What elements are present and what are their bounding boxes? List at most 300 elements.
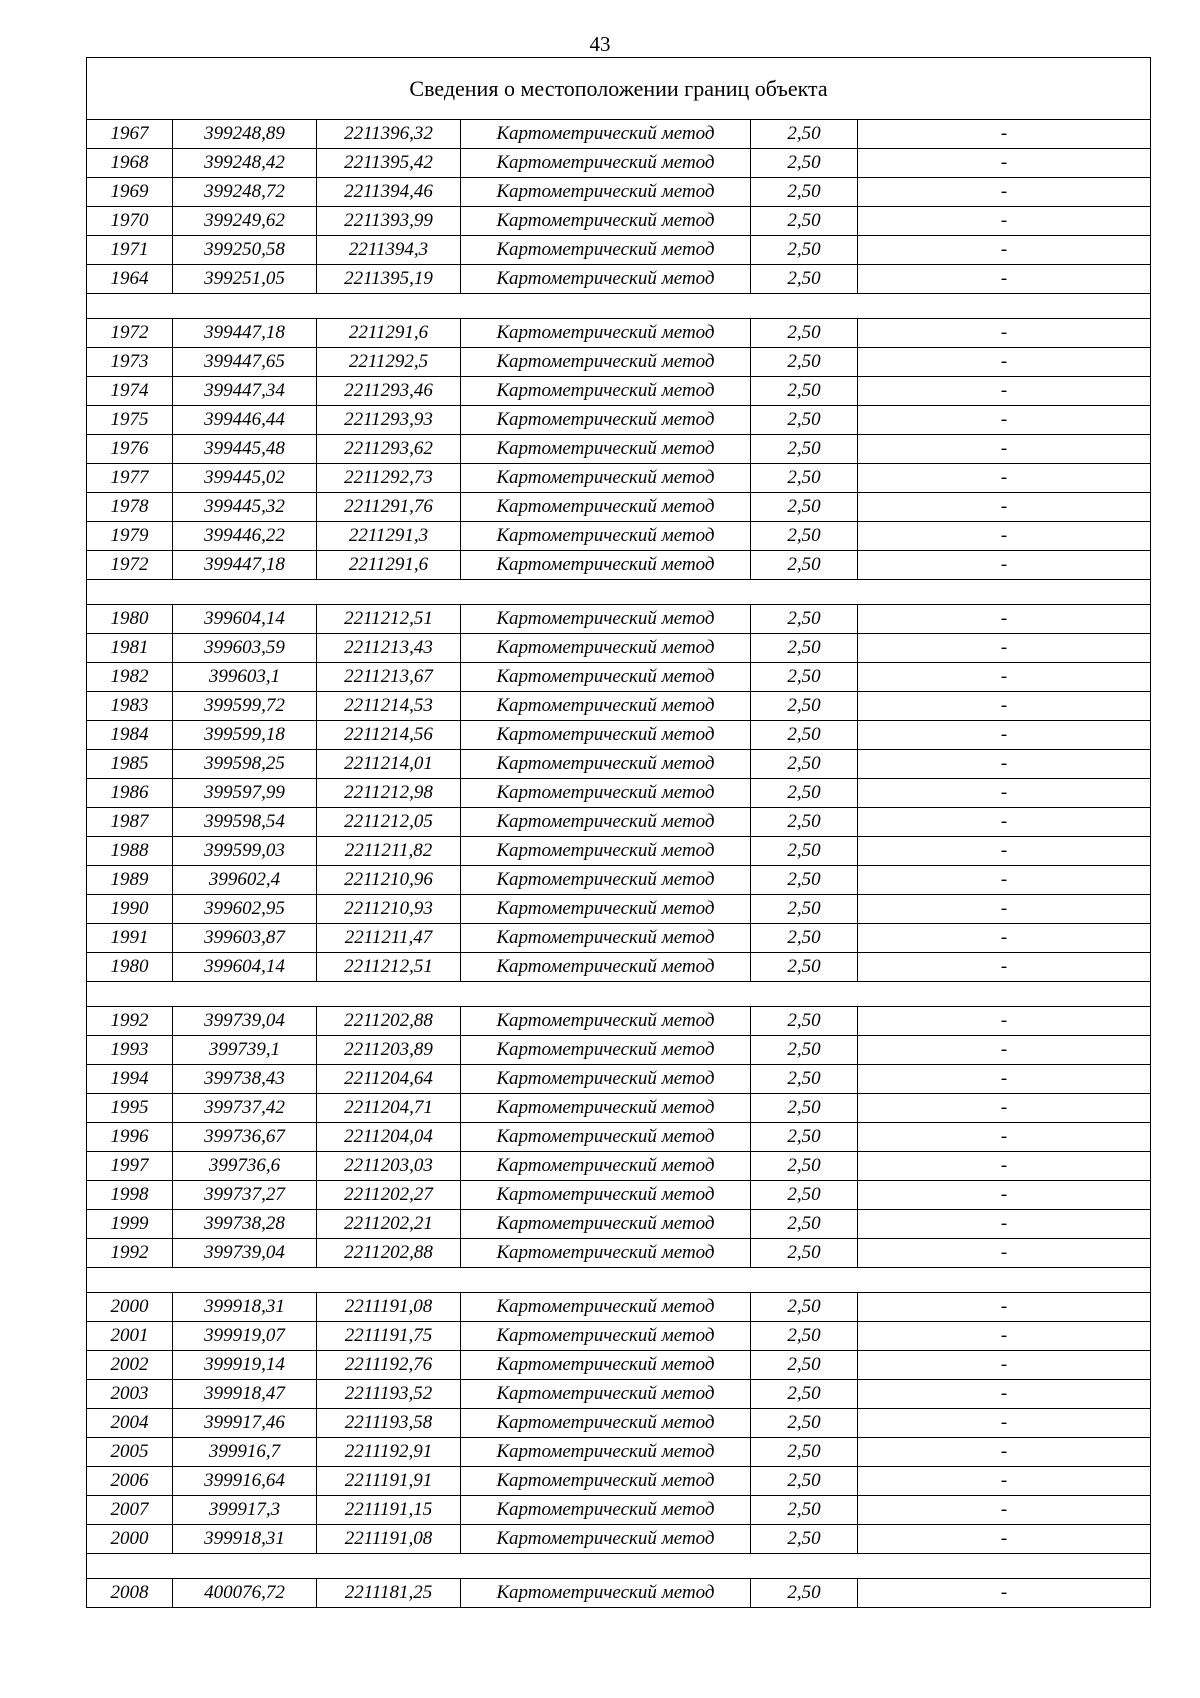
description-cell: - <box>858 120 1151 149</box>
table-row <box>87 435 1151 464</box>
boundary-coordinates-table <box>86 57 1151 1608</box>
method-cell: Картометрический метод <box>461 1322 751 1351</box>
table-row <box>87 837 1151 866</box>
table-row <box>87 377 1151 406</box>
point-number-cell: 2007 <box>87 1496 173 1525</box>
y-coordinate-cell: 2211291,6 <box>317 551 461 580</box>
method-cell: Картометрический метод <box>461 1123 751 1152</box>
table-row <box>87 348 1151 377</box>
method-cell: Картометрический метод <box>461 1036 751 1065</box>
point-number-cell: 1983 <box>87 692 173 721</box>
method-cell: Картометрический метод <box>461 319 751 348</box>
point-number-cell: 1974 <box>87 377 173 406</box>
accuracy-cell: 2,50 <box>751 1293 858 1322</box>
description-cell: - <box>858 605 1151 634</box>
y-coordinate-cell: 2211293,93 <box>317 406 461 435</box>
x-coordinate-cell: 399445,02 <box>173 464 317 493</box>
x-coordinate-cell: 399917,3 <box>173 1496 317 1525</box>
method-cell: Картометрический метод <box>461 464 751 493</box>
method-cell: Картометрический метод <box>461 721 751 750</box>
x-coordinate-cell: 399738,28 <box>173 1210 317 1239</box>
point-number-cell: 1972 <box>87 319 173 348</box>
point-number-cell: 1997 <box>87 1152 173 1181</box>
description-cell: - <box>858 149 1151 178</box>
table-row <box>87 1065 1151 1094</box>
description-cell: - <box>858 1438 1151 1467</box>
accuracy-cell: 2,50 <box>751 1094 858 1123</box>
x-coordinate-cell: 399599,72 <box>173 692 317 721</box>
x-coordinate-cell: 399248,42 <box>173 149 317 178</box>
table-row <box>87 1007 1151 1036</box>
description-cell: - <box>858 435 1151 464</box>
point-number-cell: 1984 <box>87 721 173 750</box>
y-coordinate-cell: 2211202,88 <box>317 1007 461 1036</box>
accuracy-cell: 2,50 <box>751 1322 858 1351</box>
point-number-cell: 1987 <box>87 808 173 837</box>
point-number-cell: 1992 <box>87 1007 173 1036</box>
description-cell: - <box>858 1322 1151 1351</box>
table-row <box>87 1123 1151 1152</box>
accuracy-cell: 2,50 <box>751 236 858 265</box>
description-cell: - <box>858 1123 1151 1152</box>
accuracy-cell: 2,50 <box>751 319 858 348</box>
y-coordinate-cell: 2211395,42 <box>317 149 461 178</box>
table-row <box>87 236 1151 265</box>
accuracy-cell: 2,50 <box>751 924 858 953</box>
description-cell: - <box>858 348 1151 377</box>
description-cell: - <box>858 1293 1151 1322</box>
x-coordinate-cell: 399447,18 <box>173 551 317 580</box>
description-cell: - <box>858 721 1151 750</box>
table-row <box>87 1322 1151 1351</box>
page-number: 43 <box>589 32 611 56</box>
accuracy-cell: 2,50 <box>751 1239 858 1268</box>
point-number-cell: 1977 <box>87 464 173 493</box>
description-cell: - <box>858 1152 1151 1181</box>
y-coordinate-cell: 2211202,88 <box>317 1239 461 1268</box>
table-row <box>87 1293 1151 1322</box>
accuracy-cell: 2,50 <box>751 1438 858 1467</box>
point-number-cell: 2006 <box>87 1467 173 1496</box>
point-number-cell: 1969 <box>87 178 173 207</box>
group-separator-cell <box>87 1554 1151 1579</box>
description-cell: - <box>858 1210 1151 1239</box>
x-coordinate-cell: 399599,03 <box>173 837 317 866</box>
point-number-cell: 1991 <box>87 924 173 953</box>
point-number-cell: 2002 <box>87 1351 173 1380</box>
accuracy-cell: 2,50 <box>751 1065 858 1094</box>
table-row <box>87 953 1151 982</box>
x-coordinate-cell: 399447,34 <box>173 377 317 406</box>
description-cell: - <box>858 750 1151 779</box>
accuracy-cell: 2,50 <box>751 406 858 435</box>
method-cell: Картометрический метод <box>461 866 751 895</box>
description-cell: - <box>858 895 1151 924</box>
point-number-cell: 2003 <box>87 1380 173 1409</box>
x-coordinate-cell: 399918,47 <box>173 1380 317 1409</box>
description-cell: - <box>858 1351 1151 1380</box>
table-row <box>87 1380 1151 1409</box>
x-coordinate-cell: 399919,07 <box>173 1322 317 1351</box>
method-cell: Картометрический метод <box>461 1409 751 1438</box>
y-coordinate-cell: 2211210,96 <box>317 866 461 895</box>
accuracy-cell: 2,50 <box>751 866 858 895</box>
table-row <box>87 605 1151 634</box>
description-cell: - <box>858 924 1151 953</box>
accuracy-cell: 2,50 <box>751 750 858 779</box>
table-row <box>87 1351 1151 1380</box>
x-coordinate-cell: 399604,14 <box>173 605 317 634</box>
method-cell: Картометрический метод <box>461 1239 751 1268</box>
table-header-row <box>87 58 1151 120</box>
point-number-cell: 1996 <box>87 1123 173 1152</box>
accuracy-cell: 2,50 <box>751 149 858 178</box>
description-cell: - <box>858 178 1151 207</box>
accuracy-cell: 2,50 <box>751 1036 858 1065</box>
method-cell: Картометрический метод <box>461 1152 751 1181</box>
y-coordinate-cell: 2211291,3 <box>317 522 461 551</box>
table-row <box>87 750 1151 779</box>
y-coordinate-cell: 2211192,91 <box>317 1438 461 1467</box>
method-cell: Картометрический метод <box>461 435 751 464</box>
y-coordinate-cell: 2211203,03 <box>317 1152 461 1181</box>
point-number-cell: 1967 <box>87 120 173 149</box>
group-separator-cell <box>87 580 1151 605</box>
accuracy-cell: 2,50 <box>751 435 858 464</box>
accuracy-cell: 2,50 <box>751 837 858 866</box>
y-coordinate-cell: 2211293,62 <box>317 435 461 464</box>
accuracy-cell: 2,50 <box>751 1007 858 1036</box>
method-cell: Картометрический метод <box>461 1210 751 1239</box>
method-cell: Картометрический метод <box>461 207 751 236</box>
x-coordinate-cell: 399446,22 <box>173 522 317 551</box>
x-coordinate-cell: 399249,62 <box>173 207 317 236</box>
table-row <box>87 1496 1151 1525</box>
x-coordinate-cell: 399739,04 <box>173 1007 317 1036</box>
method-cell: Картометрический метод <box>461 1496 751 1525</box>
method-cell: Картометрический метод <box>461 953 751 982</box>
method-cell: Картометрический метод <box>461 663 751 692</box>
point-number-cell: 1998 <box>87 1181 173 1210</box>
accuracy-cell: 2,50 <box>751 895 858 924</box>
method-cell: Картометрический метод <box>461 1065 751 1094</box>
accuracy-cell: 2,50 <box>751 551 858 580</box>
point-number-cell: 1990 <box>87 895 173 924</box>
accuracy-cell: 2,50 <box>751 207 858 236</box>
point-number-cell: 1970 <box>87 207 173 236</box>
y-coordinate-cell: 2211214,56 <box>317 721 461 750</box>
y-coordinate-cell: 2211181,25 <box>317 1579 461 1608</box>
point-number-cell: 1971 <box>87 236 173 265</box>
table-row <box>87 1579 1151 1608</box>
y-coordinate-cell: 2211395,19 <box>317 265 461 294</box>
description-cell: - <box>858 779 1151 808</box>
accuracy-cell: 2,50 <box>751 348 858 377</box>
description-cell: - <box>858 464 1151 493</box>
y-coordinate-cell: 2211396,32 <box>317 120 461 149</box>
method-cell: Картометрический метод <box>461 605 751 634</box>
y-coordinate-cell: 2211202,21 <box>317 1210 461 1239</box>
y-coordinate-cell: 2211211,47 <box>317 924 461 953</box>
x-coordinate-cell: 399736,67 <box>173 1123 317 1152</box>
accuracy-cell: 2,50 <box>751 1409 858 1438</box>
table-row <box>87 1036 1151 1065</box>
point-number-cell: 1981 <box>87 634 173 663</box>
x-coordinate-cell: 399446,44 <box>173 406 317 435</box>
accuracy-cell: 2,50 <box>751 522 858 551</box>
description-cell: - <box>858 663 1151 692</box>
accuracy-cell: 2,50 <box>751 808 858 837</box>
point-number-cell: 1976 <box>87 435 173 464</box>
description-cell: - <box>858 1496 1151 1525</box>
table-row <box>87 634 1151 663</box>
point-number-cell: 1994 <box>87 1065 173 1094</box>
point-number-cell: 1982 <box>87 663 173 692</box>
table-row <box>87 522 1151 551</box>
table-row <box>87 1438 1151 1467</box>
y-coordinate-cell: 2211394,46 <box>317 178 461 207</box>
x-coordinate-cell: 399918,31 <box>173 1525 317 1554</box>
description-cell: - <box>858 319 1151 348</box>
y-coordinate-cell: 2211192,76 <box>317 1351 461 1380</box>
y-coordinate-cell: 2211213,67 <box>317 663 461 692</box>
description-cell: - <box>858 1094 1151 1123</box>
table-row <box>87 1525 1151 1554</box>
description-cell: - <box>858 1036 1151 1065</box>
method-cell: Картометрический метод <box>461 692 751 721</box>
method-cell: Картометрический метод <box>461 924 751 953</box>
accuracy-cell: 2,50 <box>751 1467 858 1496</box>
y-coordinate-cell: 2211212,51 <box>317 953 461 982</box>
table-row <box>87 1094 1151 1123</box>
point-number-cell: 1973 <box>87 348 173 377</box>
accuracy-cell: 2,50 <box>751 377 858 406</box>
method-cell: Картометрический метод <box>461 750 751 779</box>
x-coordinate-cell: 399598,54 <box>173 808 317 837</box>
y-coordinate-cell: 2211191,91 <box>317 1467 461 1496</box>
table-row <box>87 406 1151 435</box>
x-coordinate-cell: 399739,1 <box>173 1036 317 1065</box>
x-coordinate-cell: 399445,48 <box>173 435 317 464</box>
x-coordinate-cell: 399738,43 <box>173 1065 317 1094</box>
x-coordinate-cell: 399737,42 <box>173 1094 317 1123</box>
y-coordinate-cell: 2211204,64 <box>317 1065 461 1094</box>
y-coordinate-cell: 2211211,82 <box>317 837 461 866</box>
description-cell: - <box>858 1409 1151 1438</box>
table-row <box>87 464 1151 493</box>
x-coordinate-cell: 399918,31 <box>173 1293 317 1322</box>
x-coordinate-cell: 399597,99 <box>173 779 317 808</box>
method-cell: Картометрический метод <box>461 178 751 207</box>
y-coordinate-cell: 2211193,58 <box>317 1409 461 1438</box>
y-coordinate-cell: 2211191,15 <box>317 1496 461 1525</box>
y-coordinate-cell: 2211291,76 <box>317 493 461 522</box>
point-number-cell: 1995 <box>87 1094 173 1123</box>
accuracy-cell: 2,50 <box>751 178 858 207</box>
table-row <box>87 692 1151 721</box>
table-row <box>87 493 1151 522</box>
x-coordinate-cell: 399919,14 <box>173 1351 317 1380</box>
x-coordinate-cell: 399916,64 <box>173 1467 317 1496</box>
x-coordinate-cell: 399248,89 <box>173 120 317 149</box>
method-cell: Картометрический метод <box>461 1007 751 1036</box>
y-coordinate-cell: 2211293,46 <box>317 377 461 406</box>
point-number-cell: 2001 <box>87 1322 173 1351</box>
y-coordinate-cell: 2211292,73 <box>317 464 461 493</box>
point-number-cell: 1993 <box>87 1036 173 1065</box>
description-cell: - <box>858 634 1151 663</box>
point-number-cell: 1988 <box>87 837 173 866</box>
table-row <box>87 207 1151 236</box>
point-number-cell: 1968 <box>87 149 173 178</box>
method-cell: Картометрический метод <box>461 236 751 265</box>
group-separator-row <box>87 580 1151 605</box>
method-cell: Картометрический метод <box>461 1181 751 1210</box>
point-number-cell: 2005 <box>87 1438 173 1467</box>
accuracy-cell: 2,50 <box>751 1380 858 1409</box>
description-cell: - <box>858 1579 1151 1608</box>
y-coordinate-cell: 2211212,05 <box>317 808 461 837</box>
y-coordinate-cell: 2211191,75 <box>317 1322 461 1351</box>
method-cell: Картометрический метод <box>461 522 751 551</box>
y-coordinate-cell: 2211213,43 <box>317 634 461 663</box>
accuracy-cell: 2,50 <box>751 265 858 294</box>
x-coordinate-cell: 399737,27 <box>173 1181 317 1210</box>
description-cell: - <box>858 837 1151 866</box>
description-cell: - <box>858 522 1151 551</box>
accuracy-cell: 2,50 <box>751 464 858 493</box>
accuracy-cell: 2,50 <box>751 634 858 663</box>
x-coordinate-cell: 399447,65 <box>173 348 317 377</box>
accuracy-cell: 2,50 <box>751 1210 858 1239</box>
accuracy-cell: 2,50 <box>751 1579 858 1608</box>
point-number-cell: 2008 <box>87 1579 173 1608</box>
table-row <box>87 721 1151 750</box>
table-row <box>87 1409 1151 1438</box>
point-number-cell: 1980 <box>87 605 173 634</box>
table-title: Сведения о местоположении границ объекта <box>87 58 1151 120</box>
description-cell: - <box>858 236 1151 265</box>
description-cell: - <box>858 1181 1151 1210</box>
table-row <box>87 319 1151 348</box>
y-coordinate-cell: 2211214,53 <box>317 692 461 721</box>
y-coordinate-cell: 2211212,98 <box>317 779 461 808</box>
table-row <box>87 1181 1151 1210</box>
x-coordinate-cell: 400076,72 <box>173 1579 317 1608</box>
method-cell: Картометрический метод <box>461 1351 751 1380</box>
table-row <box>87 178 1151 207</box>
y-coordinate-cell: 2211212,51 <box>317 605 461 634</box>
method-cell: Картометрический метод <box>461 1579 751 1608</box>
x-coordinate-cell: 399599,18 <box>173 721 317 750</box>
table-row <box>87 1239 1151 1268</box>
description-cell: - <box>858 1239 1151 1268</box>
accuracy-cell: 2,50 <box>751 953 858 982</box>
point-number-cell: 1964 <box>87 265 173 294</box>
accuracy-cell: 2,50 <box>751 1351 858 1380</box>
y-coordinate-cell: 2211193,52 <box>317 1380 461 1409</box>
description-cell: - <box>858 265 1151 294</box>
point-number-cell: 1975 <box>87 406 173 435</box>
x-coordinate-cell: 399736,6 <box>173 1152 317 1181</box>
description-cell: - <box>858 493 1151 522</box>
method-cell: Картометрический метод <box>461 808 751 837</box>
table-row <box>87 551 1151 580</box>
description-cell: - <box>858 1065 1151 1094</box>
x-coordinate-cell: 399248,72 <box>173 178 317 207</box>
x-coordinate-cell: 399603,59 <box>173 634 317 663</box>
x-coordinate-cell: 399445,32 <box>173 493 317 522</box>
point-number-cell: 2004 <box>87 1409 173 1438</box>
group-separator-cell <box>87 294 1151 319</box>
method-cell: Картометрический метод <box>461 265 751 294</box>
table-row <box>87 779 1151 808</box>
point-number-cell: 1972 <box>87 551 173 580</box>
y-coordinate-cell: 2211292,5 <box>317 348 461 377</box>
description-cell: - <box>858 1380 1151 1409</box>
method-cell: Картометрический метод <box>461 120 751 149</box>
table-body <box>87 58 1151 1608</box>
x-coordinate-cell: 399917,46 <box>173 1409 317 1438</box>
method-cell: Картометрический метод <box>461 1293 751 1322</box>
x-coordinate-cell: 399739,04 <box>173 1239 317 1268</box>
accuracy-cell: 2,50 <box>751 1181 858 1210</box>
description-cell: - <box>858 1007 1151 1036</box>
x-coordinate-cell: 399603,87 <box>173 924 317 953</box>
point-number-cell: 1989 <box>87 866 173 895</box>
y-coordinate-cell: 2211393,99 <box>317 207 461 236</box>
group-separator-row <box>87 294 1151 319</box>
description-cell: - <box>858 406 1151 435</box>
method-cell: Картометрический метод <box>461 551 751 580</box>
table-row <box>87 265 1151 294</box>
x-coordinate-cell: 399447,18 <box>173 319 317 348</box>
table-row <box>87 663 1151 692</box>
y-coordinate-cell: 2211202,27 <box>317 1181 461 1210</box>
x-coordinate-cell: 399250,58 <box>173 236 317 265</box>
description-cell: - <box>858 377 1151 406</box>
x-coordinate-cell: 399603,1 <box>173 663 317 692</box>
point-number-cell: 1980 <box>87 953 173 982</box>
method-cell: Картометрический метод <box>461 348 751 377</box>
accuracy-cell: 2,50 <box>751 779 858 808</box>
method-cell: Картометрический метод <box>461 1438 751 1467</box>
x-coordinate-cell: 399604,14 <box>173 953 317 982</box>
accuracy-cell: 2,50 <box>751 605 858 634</box>
method-cell: Картометрический метод <box>461 149 751 178</box>
point-number-cell: 1986 <box>87 779 173 808</box>
group-separator-row <box>87 982 1151 1007</box>
method-cell: Картометрический метод <box>461 779 751 808</box>
group-separator-row <box>87 1554 1151 1579</box>
method-cell: Картометрический метод <box>461 377 751 406</box>
method-cell: Картометрический метод <box>461 1094 751 1123</box>
y-coordinate-cell: 2211203,89 <box>317 1036 461 1065</box>
group-separator-cell <box>87 1268 1151 1293</box>
table-row <box>87 1467 1151 1496</box>
point-number-cell: 1978 <box>87 493 173 522</box>
method-cell: Картометрический метод <box>461 1380 751 1409</box>
method-cell: Картометрический метод <box>461 837 751 866</box>
accuracy-cell: 2,50 <box>751 692 858 721</box>
method-cell: Картометрический метод <box>461 406 751 435</box>
y-coordinate-cell: 2211291,6 <box>317 319 461 348</box>
point-number-cell: 2000 <box>87 1525 173 1554</box>
description-cell: - <box>858 207 1151 236</box>
accuracy-cell: 2,50 <box>751 721 858 750</box>
table-row <box>87 120 1151 149</box>
table-row <box>87 1210 1151 1239</box>
